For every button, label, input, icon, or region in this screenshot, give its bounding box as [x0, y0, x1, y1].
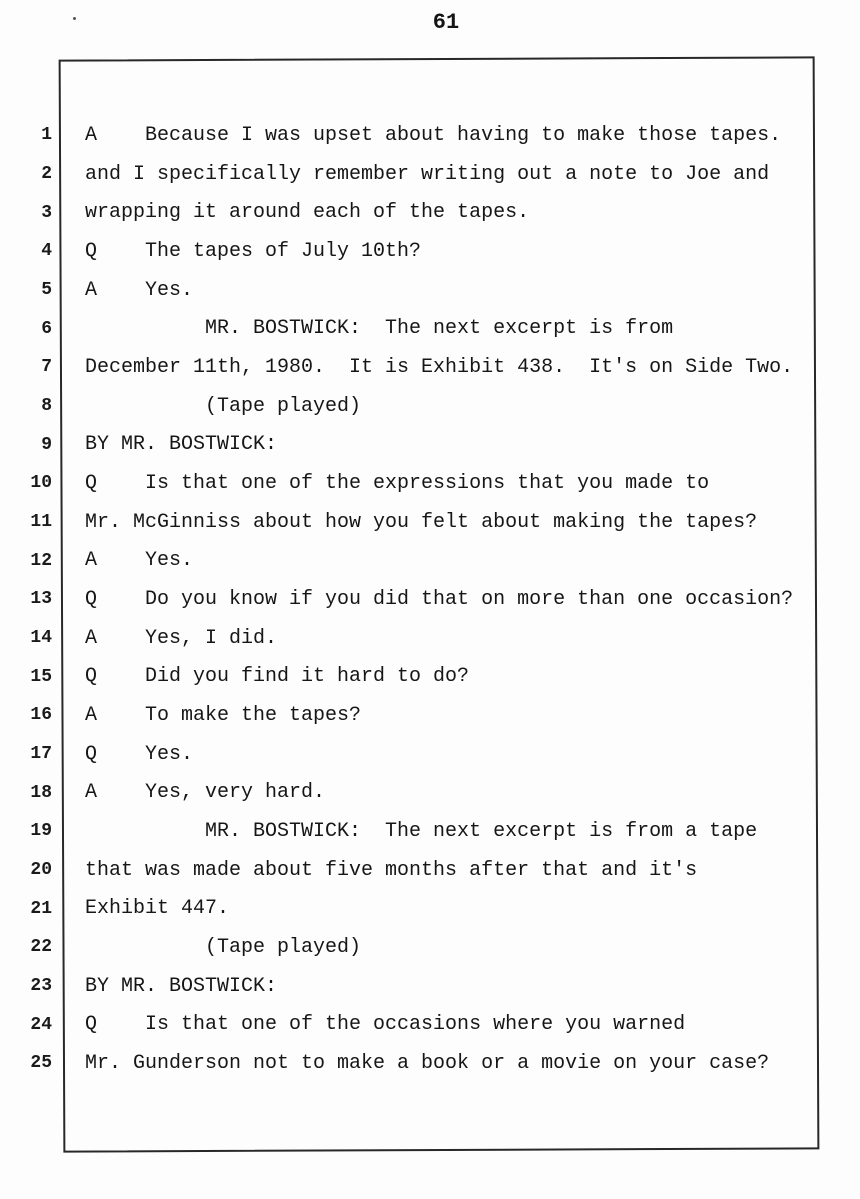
- transcript-line: [0, 619, 860, 658]
- transcript-line: [0, 193, 860, 232]
- line-text: Exhibit 447.: [85, 897, 230, 921]
- transcript-line: [0, 580, 860, 619]
- line-number: 2: [41, 164, 52, 184]
- transcript-line: [0, 155, 860, 194]
- transcript-line: [0, 696, 860, 735]
- line-text: A Yes.: [85, 278, 194, 302]
- transcript-line: [0, 309, 860, 348]
- line-text: A Yes, I did.: [85, 626, 278, 650]
- line-text: Q The tapes of July 10th?: [85, 239, 422, 263]
- line-number: 25: [30, 1053, 52, 1074]
- transcript-line: [0, 1044, 860, 1083]
- line-number: 13: [30, 589, 52, 610]
- line-number: 9: [41, 434, 52, 455]
- line-text: wrapping it around each of the tapes.: [85, 201, 530, 225]
- line-text: that was made about five months after that and it's: [85, 858, 698, 882]
- line-number: 17: [30, 744, 52, 765]
- transcript-line: [0, 967, 860, 1006]
- transcript-line: [0, 464, 860, 503]
- transcript-line: [0, 116, 860, 155]
- line-number: 23: [30, 976, 52, 997]
- line-text: Mr. Gunderson not to make a book or a movie on your case?: [85, 1051, 770, 1075]
- transcript-line: [0, 503, 860, 542]
- transcript-lines: [0, 116, 860, 1083]
- line-text: and I specifically remember writing out a note to Joe and: [85, 162, 770, 186]
- line-text: (Tape played): [85, 935, 362, 959]
- line-number: 20: [30, 860, 52, 881]
- line-text: BY MR. BOSTWICK:: [85, 433, 278, 457]
- transcript-line: [0, 928, 860, 967]
- line-text: MR. BOSTWICK: The next excerpt is from a tape: [85, 819, 758, 843]
- line-number: 5: [41, 280, 52, 301]
- line-text: A Yes, very hard.: [85, 781, 326, 805]
- line-text: A Because I was upset about having to make those tapes.: [85, 123, 782, 147]
- transcript-line: [0, 1005, 860, 1044]
- line-text: Q Did you find it hard to do?: [85, 665, 470, 689]
- line-text: December 11th, 1980. It is Exhibit 438. It's on Side Two.: [85, 355, 794, 379]
- line-number: 3: [41, 202, 52, 223]
- line-number: 7: [41, 357, 52, 378]
- line-text: Mr. McGinniss about how you felt about making the tapes?: [85, 510, 758, 534]
- transcript-line: [0, 773, 860, 812]
- transcript-line: [0, 851, 860, 890]
- line-text: Q Do you know if you did that on more than one occasion?: [85, 587, 794, 611]
- transcript-line: [0, 271, 860, 310]
- transcript-line: [0, 541, 860, 580]
- transcript-line: [0, 232, 860, 271]
- line-text: Q Is that one of the occasions where you warned: [85, 1013, 686, 1037]
- line-number: 11: [30, 512, 52, 533]
- line-number: 1: [41, 125, 52, 146]
- line-number: 24: [30, 1014, 52, 1035]
- transcript-line: [0, 387, 860, 426]
- transcript-line: [0, 735, 860, 774]
- line-number: 21: [30, 898, 52, 919]
- transcript-line: [0, 889, 860, 928]
- line-text: A To make the tapes?: [85, 703, 362, 727]
- transcript-line: [0, 425, 860, 464]
- line-text: (Tape played): [85, 394, 362, 418]
- line-text: MR. BOSTWICK: The next excerpt is from: [85, 317, 674, 341]
- line-text: BY MR. BOSTWICK:: [85, 974, 278, 998]
- line-number: 14: [30, 628, 52, 649]
- line-number: 4: [41, 241, 52, 262]
- line-number: 6: [41, 318, 52, 339]
- line-number: 19: [30, 821, 52, 842]
- transcript-line: [0, 657, 860, 696]
- line-text: Q Yes.: [85, 742, 194, 766]
- line-number: 22: [30, 937, 52, 958]
- line-text: Q Is that one of the expressions that you made to: [85, 471, 710, 495]
- transcript-line: [0, 812, 860, 851]
- line-number: 12: [30, 550, 52, 571]
- line-number: 18: [30, 782, 52, 803]
- line-number: 16: [30, 705, 52, 726]
- page-number: 61: [432, 10, 460, 35]
- line-number: 8: [41, 396, 52, 417]
- line-text: A Yes.: [85, 549, 194, 573]
- line-number: 10: [30, 473, 52, 494]
- line-number: 15: [30, 666, 52, 687]
- transcript-line: [0, 348, 860, 387]
